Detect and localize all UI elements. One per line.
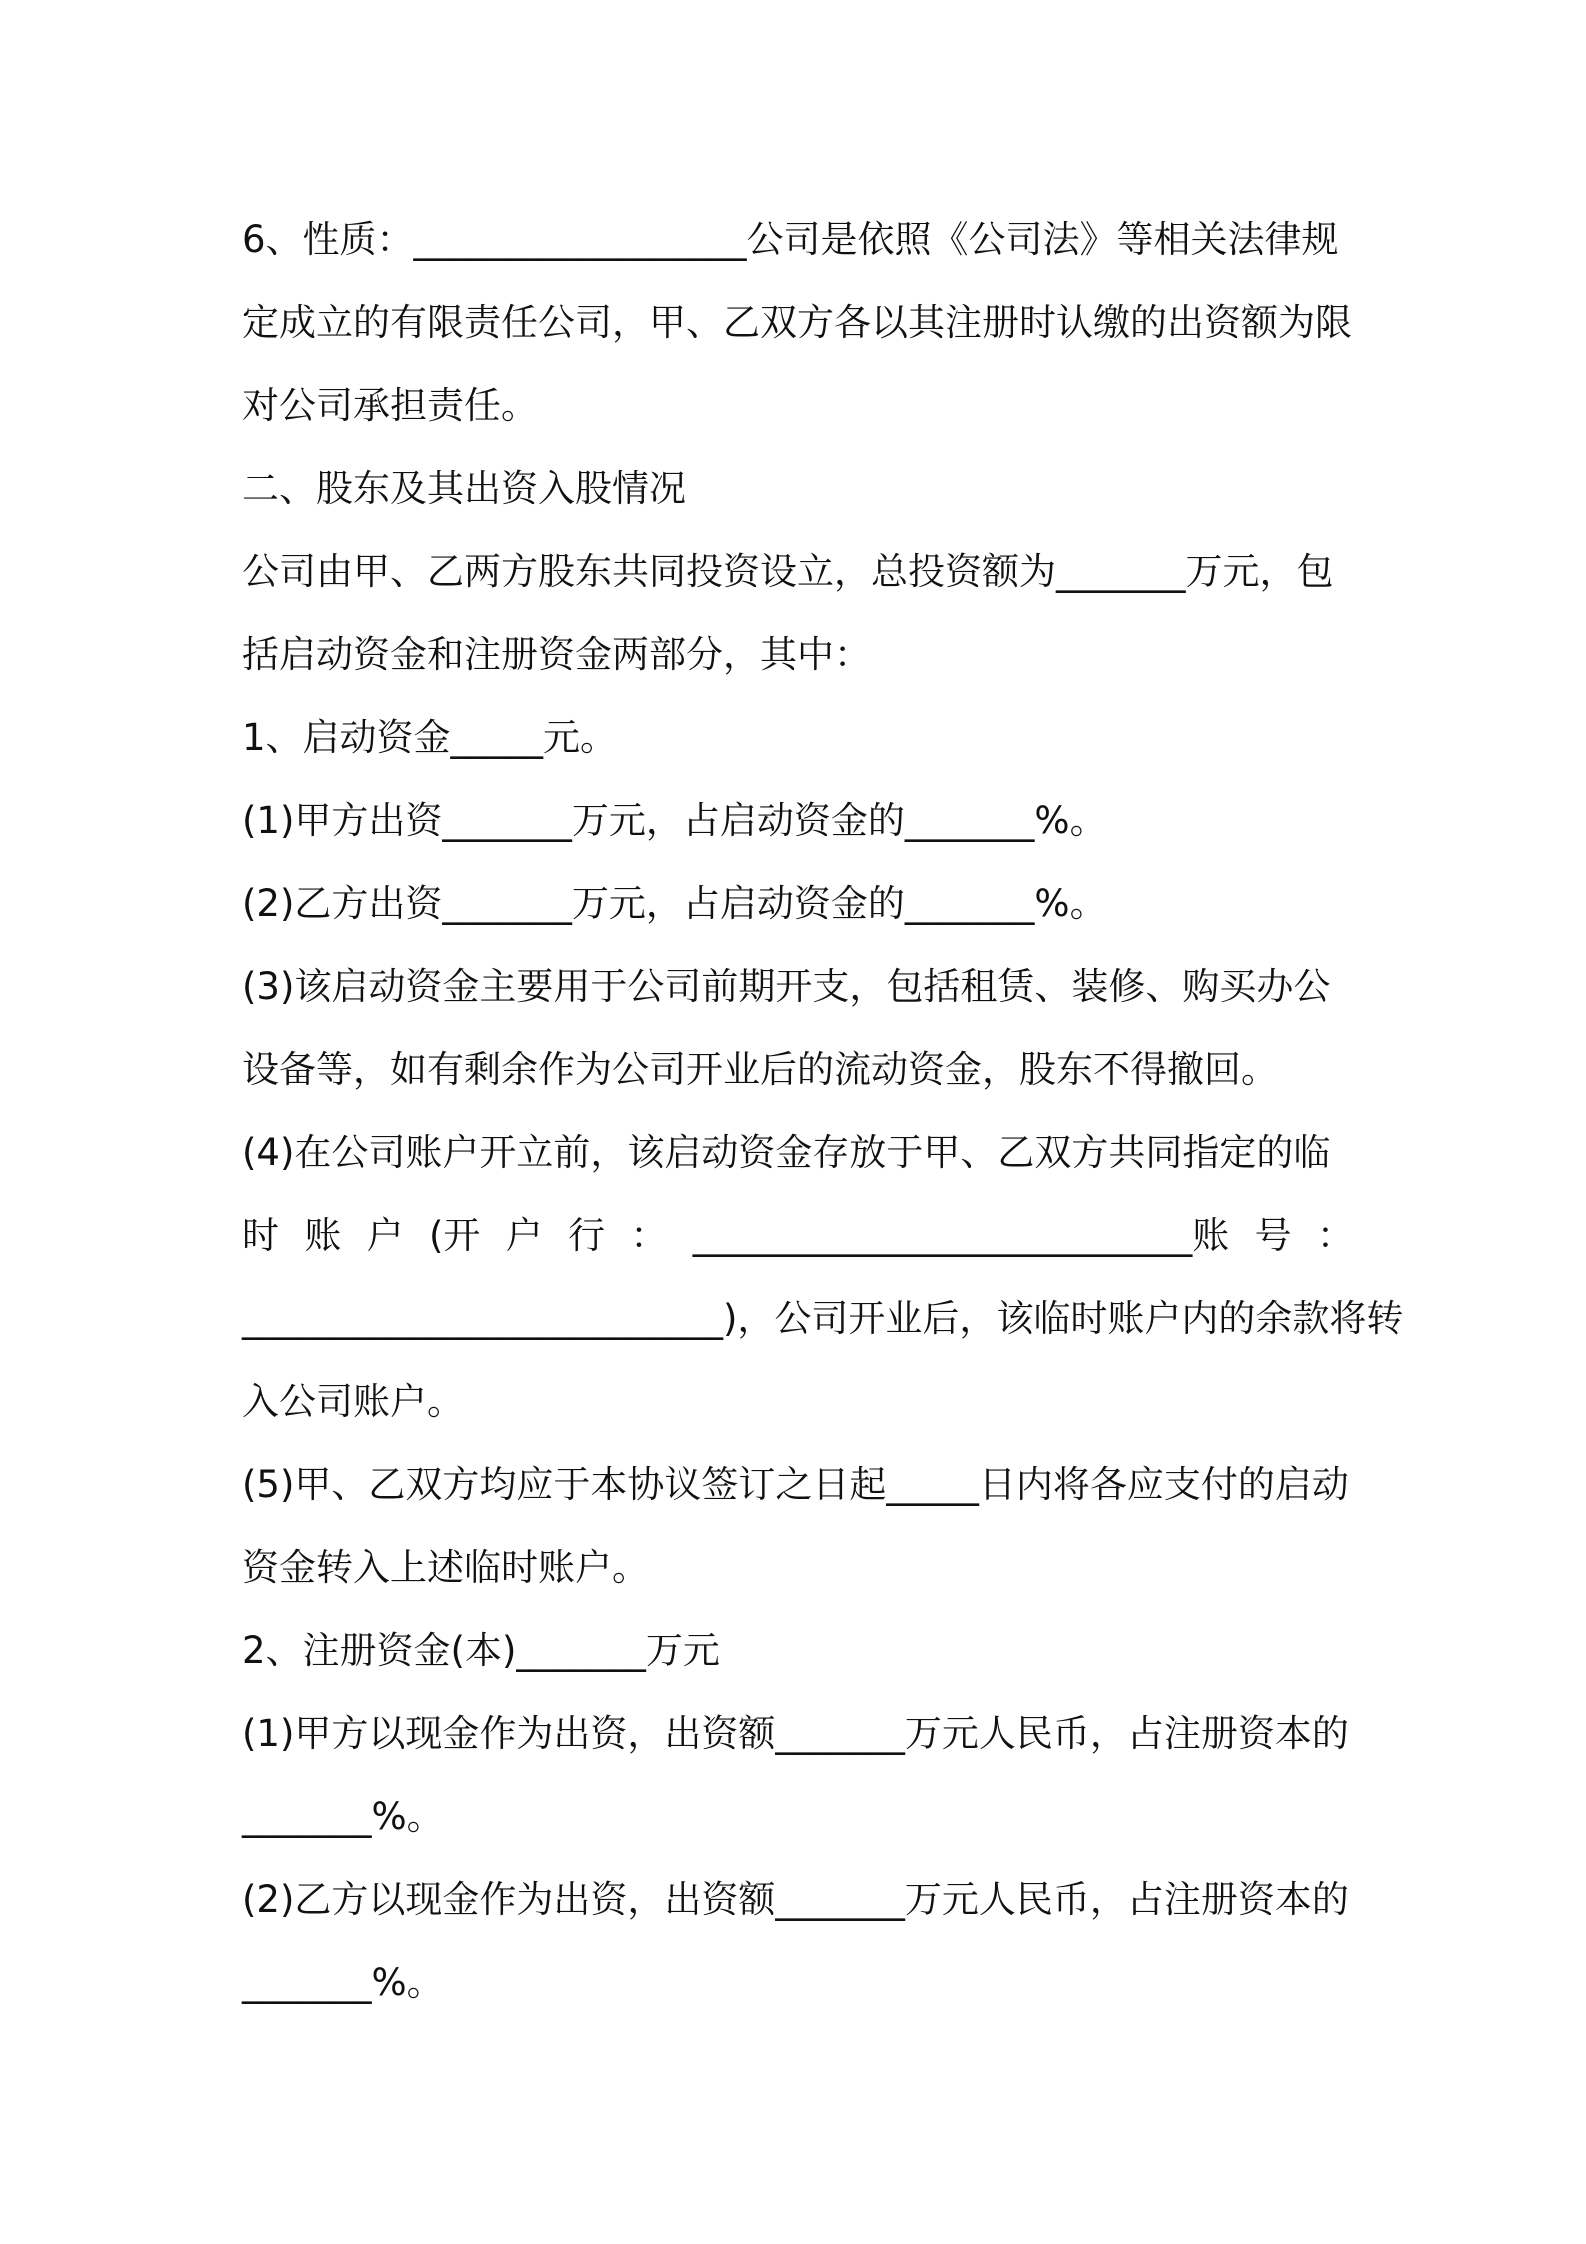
text-line: 资金转入上述临时账户。	[242, 1546, 649, 1589]
text-line: 设备等，如有剩余作为公司开业后的流动资金，股东不得撤回。	[242, 1048, 1278, 1091]
section-heading: 二、股东及其出资入股情况	[242, 467, 686, 510]
text-line: (2)乙方出资_______万元，占启动资金的_______%。	[242, 882, 1107, 925]
account-line-part: ：	[1316, 1214, 1354, 1257]
text-line: _______%。	[242, 1795, 444, 1838]
account-line-part: (开	[428, 1214, 481, 1257]
text-line: 对公司承担责任。	[242, 384, 538, 427]
text-line: 入公司账户。	[242, 1380, 464, 1423]
text-line: (2)乙方以现金作为出资，出资额_______万元人民币，占注册资本的	[242, 1878, 1349, 1921]
text-line: 1、启动资金_____元。	[242, 716, 618, 759]
account-line-part: ___________________________账	[692, 1214, 1230, 1257]
text-line: (5)甲、乙双方均应于本协议签订之日起_____日内将各应支付的启动	[242, 1463, 1349, 1506]
account-line-part: ：	[630, 1214, 668, 1257]
text-line: 定成立的有限责任公司，甲、乙双方各以其注册时认缴的出资额为限	[242, 301, 1352, 344]
text-line: (1)甲方以现金作为出资，出资额_______万元人民币，占注册资本的	[242, 1712, 1349, 1755]
account-line	[242, 1194, 1354, 1277]
text-line: __________________________)，公司开业后，该临时账户内的余款将转	[242, 1297, 1404, 1340]
account-line-part: 号	[1254, 1214, 1292, 1257]
text-line: _______%。	[242, 1961, 444, 2004]
account-line-part: 行	[568, 1214, 606, 1257]
text-line: (1)甲方出资_______万元，占启动资金的_______%。	[242, 799, 1107, 842]
account-line-part: 户	[505, 1214, 543, 1257]
text-line: 括启动资金和注册资金两部分，其中：	[242, 633, 871, 676]
text-line: 公司由甲、乙两方股东共同投资设立，总投资额为_______万元，包	[242, 550, 1334, 593]
text-line: 2、注册资金(本)_______万元	[242, 1629, 720, 1672]
text-line: (3)该启动资金主要用于公司前期开支，包括租赁、装修、购买办公	[242, 965, 1331, 1008]
document-body	[242, 198, 1404, 2024]
account-line-part: 时	[242, 1214, 279, 1257]
account-line-part: 账	[304, 1214, 342, 1257]
text-line: 6、性质：__________________公司是依照《公司法》等相关法律规	[242, 218, 1339, 261]
text-line: (4)在公司账户开立前，该启动资金存放于甲、乙双方共同指定的临	[242, 1131, 1331, 1174]
account-line-part: 户	[366, 1214, 404, 1257]
